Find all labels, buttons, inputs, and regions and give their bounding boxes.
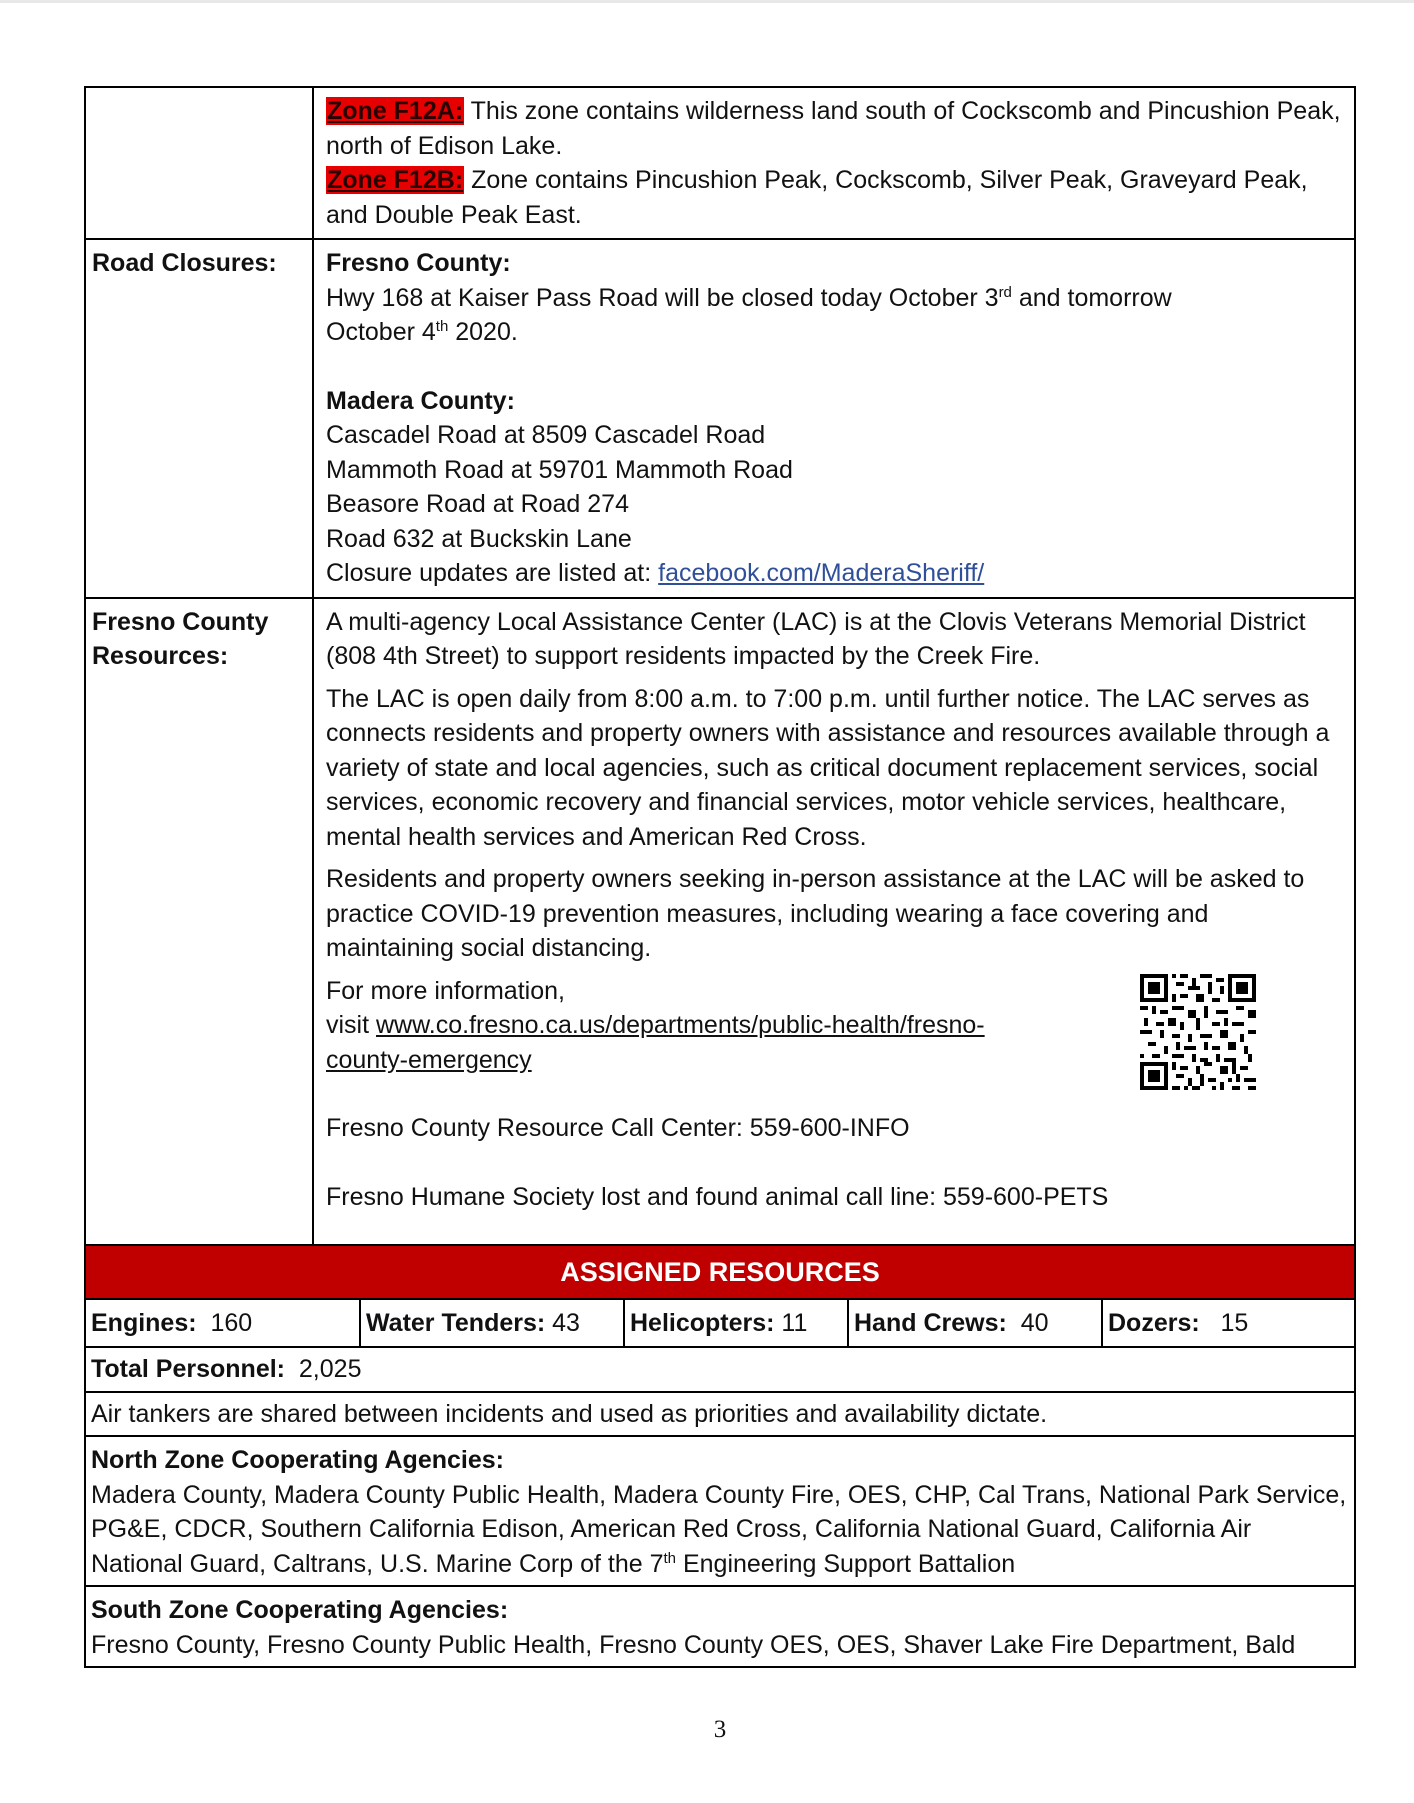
helicopters-value: 11 (774, 1309, 808, 1337)
fresno-resources-row (86, 599, 1354, 1247)
fresno-resources-content (314, 599, 1354, 1245)
madera-sheriff-facebook-link[interactable]: facebook.com/MaderaSheriff/ (658, 559, 985, 587)
madera-closure-item: Beasore Road at Road 274 (326, 490, 629, 518)
fresno-closure-text-c: October 4 (326, 318, 436, 346)
south-zone-agencies-block (86, 1587, 1354, 1666)
dozers-cell (1103, 1300, 1354, 1346)
humane-society-line: Fresno Humane Society lost and found animal call line: 559-600-PETS (326, 1182, 1109, 1211)
road-closures-row (86, 240, 1354, 599)
road-closures-label: Road Closures: (86, 240, 314, 597)
madera-closure-item: Mammoth Road at 59701 Mammoth Road (326, 455, 793, 484)
fresno-closure-text-d: 2020. (448, 318, 518, 346)
hand-crews-value: 40 (1006, 1309, 1049, 1337)
zones-content-cell (314, 88, 1354, 238)
incident-document-table (84, 86, 1356, 1668)
zones-row (86, 88, 1354, 240)
hand-crews-cell (849, 1300, 1103, 1346)
more-info-text: For more information, (326, 976, 565, 1005)
page-number: 3 (713, 1716, 727, 1743)
closure-updates-text: Closure updates are listed at: (326, 559, 659, 587)
visit-text: visit (326, 1011, 376, 1039)
helicopters-cell (625, 1300, 849, 1346)
engines-cell (86, 1300, 361, 1346)
more-info-block (326, 974, 1342, 1078)
page-top-edge (0, 0, 1414, 3)
total-personnel-row (86, 1348, 1354, 1393)
north-zone-heading: North Zone Cooperating Agencies: (91, 1446, 504, 1474)
madera-closure-item: Road 632 at Buckskin Lane (326, 524, 632, 553)
spacer (326, 966, 1342, 974)
dozers-value: 15 (1199, 1309, 1249, 1337)
resource-counts-row (86, 1300, 1354, 1348)
engines-label: Engines: (91, 1309, 197, 1337)
fresno-emergency-link[interactable]: www.co.fresno.ca.us/departments/public-health/fresno- (376, 1011, 985, 1039)
spacer (326, 674, 1342, 682)
zone-f12a-description (326, 94, 1342, 163)
water-tenders-value: 43 (545, 1309, 580, 1337)
south-zone-heading: South Zone Cooperating Agencies: (91, 1596, 509, 1624)
fresno-closure-text-b: and tomorrow (1011, 283, 1172, 312)
spacer (326, 1146, 1342, 1180)
south-zone-agency-list: Fresno County, Fresno County Public Health, Fresno County OES, OES, Shaver Lake Fire Department, Bald (91, 1630, 1296, 1659)
zone-f12a-tag: Zone F12A: (327, 97, 464, 125)
air-tankers-row: Air tankers are shared between incidents and used as priorities and availability dictate. (86, 1393, 1354, 1438)
fresno-resources-label-line2: Resources: (92, 642, 229, 670)
dozers-label: Dozers: (1108, 1309, 1200, 1337)
zone-f12b-text: Zone contains Pincushion Peak, Cockscomb, Silver Peak, Graveyard Peak, and Double Peak East. (326, 166, 1308, 229)
fresno-closure-sup-c: th (435, 318, 449, 335)
madera-closure-item: Cascadel Road at 8509 Cascadel Road (326, 421, 766, 449)
fresno-county-heading: Fresno County: (326, 249, 511, 277)
zone-f12b-description (326, 163, 1342, 232)
north-zone-text-b: Engineering Support Battalion (676, 1549, 1016, 1578)
qr-code-icon[interactable] (1140, 974, 1256, 1090)
road-closures-content (314, 240, 1354, 597)
fresno-closure-sup-a: rd (998, 283, 1012, 301)
fresno-emergency-link-continued[interactable]: county-emergency (326, 1045, 532, 1074)
hand-crews-label: Hand Crews: (854, 1309, 1007, 1337)
madera-county-heading: Madera County: (326, 386, 515, 415)
north-zone-agencies-block (86, 1437, 1354, 1587)
zone-f12a-text: This zone contains wilderness land south of Cockscomb and Pincushion Peak, north of Edison Lake. (326, 97, 1341, 160)
water-tenders-label: Water Tenders: (366, 1309, 546, 1337)
spacer (326, 854, 1342, 862)
total-personnel-label: Total Personnel: (91, 1355, 286, 1383)
engines-value: 160 (196, 1309, 253, 1337)
north-zone-agency-list (91, 1478, 1349, 1582)
fresno-closure-text-a: Hwy 168 at Kaiser Pass Road will be closed today October 3 (326, 283, 999, 312)
north-zone-text-a: Madera County, Madera County Public Health, Madera County Fire, OES, CHP, Cal Trans, National Park Service, PG&E, CDCR, Southern California Edison, American Red Cross, California National Guard, California Air National Guard, Caltrans, U.S. Marine Corp of the 7 (91, 1480, 1347, 1578)
lac-hours-paragraph: The LAC is open daily from 8:00 a.m. to 7:00 p.m. until further notice. The LAC serves as connects residents and property owners with assistance and resources available through a variety of state and local agencies, such as critical document replacement services, social services, economic recovery and financial services, motor vehicle services, healthcare, mental health services and American Red Cross. (326, 684, 1330, 851)
zones-label-cell (86, 88, 314, 238)
resource-call-center-line: Fresno County Resource Call Center: 559-600-INFO (326, 1114, 910, 1142)
north-zone-sup: th (663, 1549, 677, 1567)
fresno-closure-line2 (326, 315, 1342, 350)
helicopters-label: Helicopters: (630, 1309, 775, 1337)
spacer (326, 350, 1342, 384)
total-personnel-value: 2,025 (285, 1355, 362, 1383)
covid-measures-paragraph: Residents and property owners seeking in-person assistance at the LAC will be asked to practice COVID-19 prevention measures, including wearing a face covering and maintaining social distancing. (326, 865, 1305, 962)
fresno-resources-label-line1: Fresno County (92, 607, 269, 636)
assigned-resources-banner: ASSIGNED RESOURCES (86, 1246, 1354, 1300)
fresno-closure-line1 (326, 281, 1342, 316)
fresno-resources-label (86, 599, 314, 1245)
zone-f12b-tag: Zone F12B: (327, 166, 464, 194)
closure-updates-line (326, 556, 1342, 591)
water-tenders-cell (361, 1300, 625, 1346)
lac-intro-paragraph: A multi-agency Local Assistance Center (LAC) is at the Clovis Veterans Memorial District (808 4th Street) to support residents impacted by the Creek Fire. (326, 607, 1306, 670)
